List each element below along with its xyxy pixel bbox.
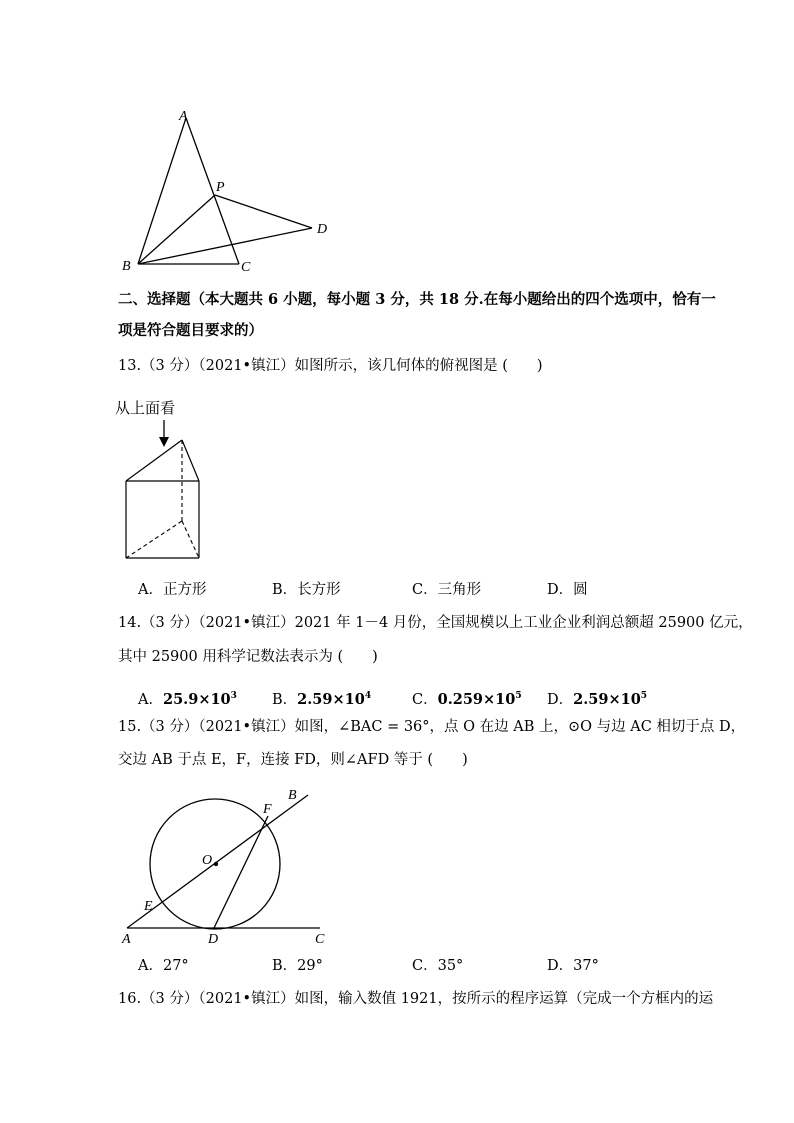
q15-option-a: A．27° <box>138 958 189 974</box>
q14-stem-line2: 其中 25900 用科学记数法表示为 ( ) <box>118 649 378 665</box>
q15-stem-line1: 15.（3 分）（2021•镇江）如图，∠BAC = 36°，点 O 在边 AB 上，⊙O 与边 AC 相切于点 D， <box>118 719 746 735</box>
q14-option-d: D．$2.59\times 10^5$ <box>547 690 648 708</box>
figure-triangular-prism <box>115 393 225 568</box>
label-E: E <box>144 899 153 914</box>
q15-option-c: C．35° <box>412 958 464 974</box>
q13-option-a: A．正方形 <box>138 582 207 598</box>
label-C: C <box>241 260 251 275</box>
q14-option-b: B．$2.59\times 10^4$ <box>272 690 372 708</box>
label-C: C <box>315 932 325 947</box>
figure-view-label: 从上面看 <box>115 399 176 417</box>
label-P: P <box>216 180 225 195</box>
label-F: F <box>263 802 272 817</box>
label-B: B <box>288 788 297 803</box>
section-heading-line1: 二、选择题（本大题共 6 小题，每小题 3 分，共 18 分.在每小题给出的四个选项中，恰有一 <box>118 291 716 308</box>
q13-stem: 13.（3 分）（2021•镇江）如图所示，该几何体的俯视图是 ( ) <box>118 358 543 374</box>
figure-circle-tangent <box>110 780 340 950</box>
q15-stem-line2: 交边 AB 于点 E，F，连接 FD，则∠AFD 等于 ( ) <box>118 752 468 768</box>
label-A: A <box>179 109 188 124</box>
down-arrow-icon <box>159 420 169 447</box>
q13-option-d: D．圆 <box>547 582 588 598</box>
label-A: A <box>122 932 131 947</box>
q16-stem-line1: 16.（3 分）（2021•镇江）如图，输入数值 1921，按所示的程序运算（完成一个方框内的运 <box>118 991 714 1007</box>
section-heading-line2: 项是符合题目要求的） <box>118 322 263 339</box>
q14-option-a: A．$25.9\times 10^3$ <box>138 690 237 708</box>
q15-option-d: D．37° <box>547 958 599 974</box>
figure-triangle-abpcd <box>110 100 350 280</box>
q15-option-b: B．29° <box>272 958 323 974</box>
label-D: D <box>317 222 328 237</box>
label-O: O <box>202 853 213 868</box>
q14-stem-line1: 14.（3 分）（2021•镇江）2021 年 1－4 月份，全国规模以上工业企业利润总额超 25900 亿元， <box>118 615 753 631</box>
q14-option-c: C．$0.259\times 10^5$ <box>412 690 522 708</box>
label-D: D <box>208 932 219 947</box>
q13-option-b: B．长方形 <box>272 582 341 598</box>
q13-option-c: C．三角形 <box>412 582 482 598</box>
label-B: B <box>122 259 131 274</box>
